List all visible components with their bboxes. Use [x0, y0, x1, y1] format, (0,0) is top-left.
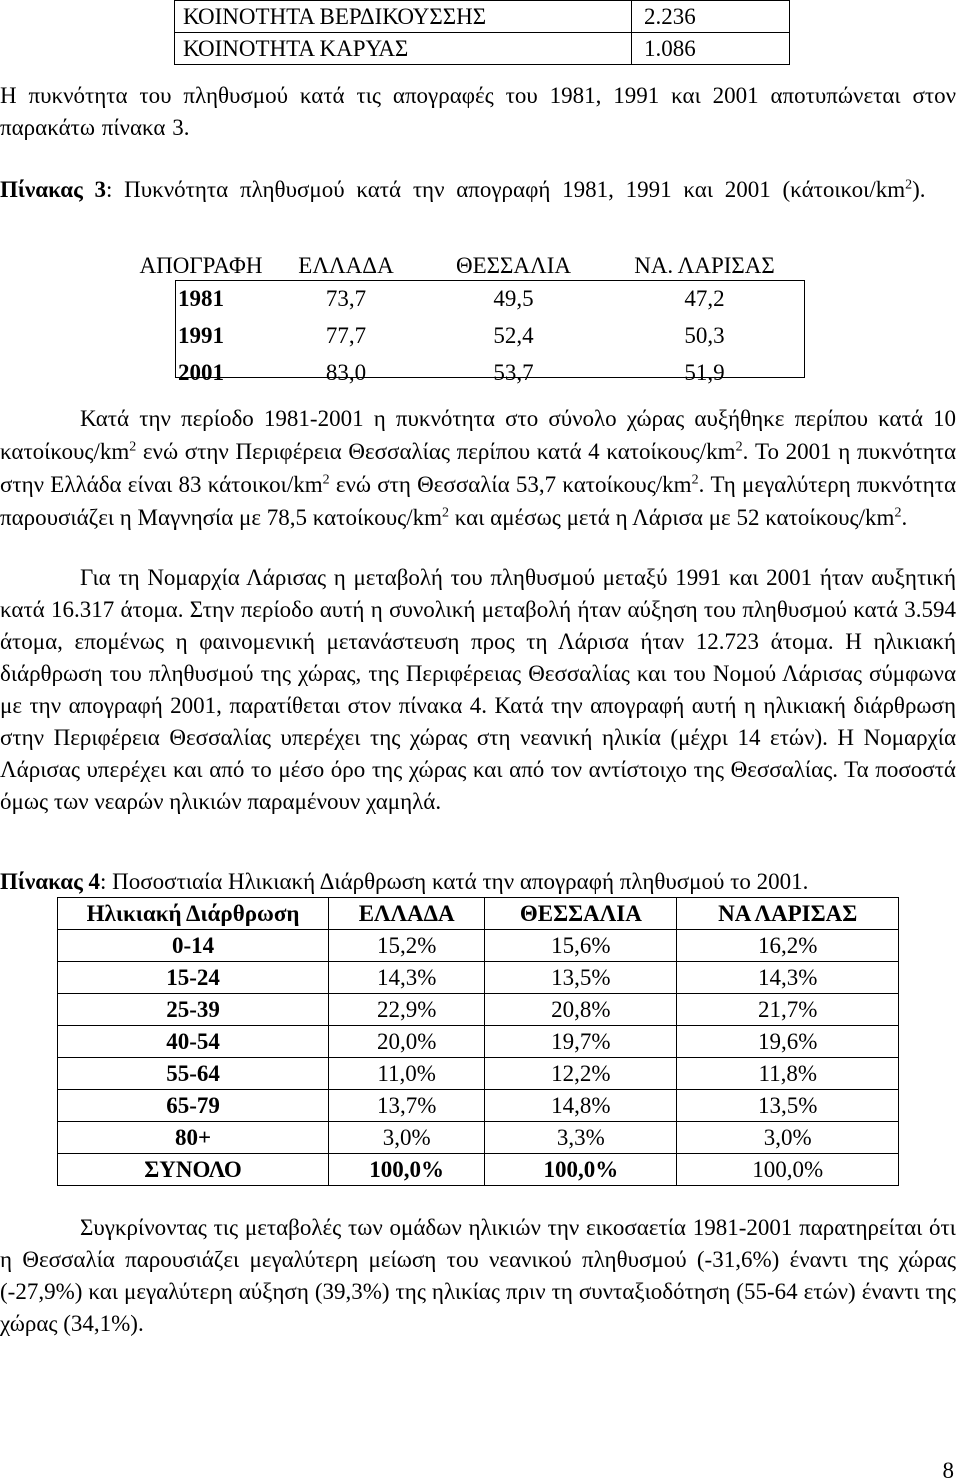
community-name: ΚΟΙΝΟΤΗΤΑ ΚΑΡΥΑΣ: [175, 33, 632, 65]
table-row: [58, 1026, 899, 1058]
table-cell: 13,5%: [677, 1090, 899, 1122]
para1-text: . Τη μεγαλύτερη πυκνότητα παρουσιάζει η Μαγνησία με 78,5 κατοίκους/km: [0, 472, 956, 530]
table-header: ΑΠΟΓΡΑΦΗ: [139, 253, 263, 278]
table-cell: 83,0: [325, 360, 367, 385]
table-row: [131, 317, 803, 354]
table-row: [58, 1154, 899, 1186]
table-cell: 40-54: [58, 1026, 329, 1058]
table-cell: 3,0%: [677, 1122, 899, 1154]
table-cell: 50,3: [684, 323, 725, 348]
table-cell: 22,9%: [329, 994, 485, 1026]
table-cell: 1981: [178, 286, 224, 311]
community-value: 1.086: [631, 33, 789, 65]
table-cell: 14,8%: [485, 1090, 677, 1122]
table-cell: 15-24: [58, 962, 329, 994]
table3-caption-label: Πίνακας 3: [0, 177, 107, 202]
table-row: [58, 1122, 899, 1154]
table-cell: 55-64: [58, 1058, 329, 1090]
page-number: 8: [942, 1458, 954, 1483]
table-cell: 13,7%: [329, 1090, 485, 1122]
table-cell: 100,0%: [329, 1154, 485, 1186]
table-row: [175, 33, 790, 65]
community-value: 2.236: [631, 1, 789, 33]
table4-caption-text: : Ποσοστιαία Ηλικιακή Διάρθρωση κατά την απογραφή πληθυσμού το 2001.: [100, 869, 809, 894]
superscript: 2: [322, 472, 330, 488]
age-structure-table: [57, 897, 899, 1186]
table3-caption-text: : Πυκνότητα πληθυσμού κατά την απογραφή 1981, 1991 και 2001 (κάτοικοι/km: [106, 177, 906, 202]
table-cell: 19,7%: [485, 1026, 677, 1058]
table-cell: 25-39: [58, 994, 329, 1026]
table-cell: 19,6%: [677, 1026, 899, 1058]
table-row: [58, 1058, 899, 1090]
table-cell: 20,8%: [485, 994, 677, 1026]
table-cell: 11,0%: [329, 1058, 485, 1090]
density-paragraph: [0, 402, 956, 534]
table-cell: 49,5: [493, 286, 534, 311]
superscript: 2: [129, 439, 137, 455]
table-cell: 3,3%: [485, 1122, 677, 1154]
table-row: [58, 930, 899, 962]
para1-text: .: [901, 505, 908, 530]
table-row: [58, 962, 899, 994]
table-cell: 0-14: [58, 930, 329, 962]
table-cell: 13,5%: [485, 962, 677, 994]
table-header: ΘΕΣΣΑΛΙΑ: [456, 253, 571, 278]
table-header-row: [58, 898, 899, 930]
table-header-row: [131, 252, 803, 280]
table-cell: 65-79: [58, 1090, 329, 1122]
table3-caption-sup: 2: [905, 177, 913, 193]
table-cell: 100,0%: [677, 1154, 899, 1186]
table-cell: 73,7: [325, 286, 367, 311]
para1-text: Κατά την περίοδο 1981-2001 η πυκνότητα στο σύνολο χώρας αυξήθηκε περίπου κατά 10 κατοίκους/km: [0, 406, 956, 464]
table-row: [58, 1090, 899, 1122]
table-cell: ΣΥΝΟΛΟ: [58, 1154, 329, 1186]
table3-caption: [0, 174, 955, 206]
table-header: Ηλικιακή Διάρθρωση: [58, 898, 329, 930]
table-cell: 14,3%: [329, 962, 485, 994]
table3-caption-end: ).: [912, 177, 926, 202]
table-cell: 15,2%: [329, 930, 485, 962]
communities-table: [174, 0, 790, 65]
table-cell: 80+: [58, 1122, 329, 1154]
intro-paragraph: Η πυκνότητα του πληθυσμού κατά τις απογραφές του 1981, 1991 και 2001 αποτυπώνεται στον παρακάτω πίνακα 3.: [0, 83, 956, 140]
table-cell: 14,3%: [677, 962, 899, 994]
table-cell: 12,2%: [485, 1058, 677, 1090]
table-cell: 2001: [178, 360, 224, 385]
superscript: 2: [691, 472, 699, 488]
table-cell: 51,9: [684, 360, 725, 385]
table-cell: 21,7%: [677, 994, 899, 1026]
table-row: [131, 354, 803, 391]
density-table: [131, 252, 803, 391]
table4-caption: [0, 866, 956, 898]
larisa-paragraph: Για τη Νομαρχία Λάρισας η μεταβολή του πληθυσμού μεταξύ 1991 και 2001 ήταν αυξητική κατά 16.317 άτομα. Στην περίοδο αυτή η συνολική μεταβολή ήταν αύξηση του πληθυσμού κατά 3.594 άτομα, επομένως η φαινομενική μετανάστευση προς τη Λάρισα ήταν 12.723 άτομα. Η ηλικιακή διάρθρωση του πληθυσμού της χώρας, της Περιφέρειας Θεσσαλίας και του Νομού Λάρισας σύμφωνα με την απογραφή 2001, παρατίθεται στον πίνακα 4. Κατά την απογραφή αυτή η ηλικιακή διάρθρωση στην Περιφέρεια Θεσσαλίας υπερέχει της χώρας στη νεανική ηλικία (μέχρι 14 ετών). Η Νομαρχία Λάρισας υπερέχει και από το μέσο όρο της χώρας και από τον αντίστοιχο της Θεσσαλίας. Τα ποσοστά όμως των νεαρών ηλικιών παραμένουν χαμηλά.: [0, 565, 956, 814]
para1-text: ενώ στην Περιφέρεια Θεσσαλίας περίπου κατά 4 κατοίκους/km: [136, 439, 736, 464]
table-cell: 3,0%: [329, 1122, 485, 1154]
table-cell: 20,0%: [329, 1026, 485, 1058]
table-row: [175, 1, 790, 33]
para1-text: και αμέσως μετά η Λάρισα με 52 κατοίκους/km: [449, 505, 895, 530]
table-cell: 1991: [178, 323, 224, 348]
community-name: ΚΟΙΝΟΤΗΤΑ ΒΕΡΔΙΚΟΥΣΣΗΣ: [175, 1, 632, 33]
table4-caption-label: Πίνακας 4: [0, 869, 101, 894]
superscript: 2: [894, 505, 902, 521]
table-cell: 52,4: [493, 323, 534, 348]
table-cell: 47,2: [684, 286, 725, 311]
para1-text: . Το 2001 η πυκνότητα στην Ελλάδα είναι 83 κάτοικοι/km: [0, 439, 957, 497]
table-header: ΝΑ. ΛΑΡΙΣΑΣ: [634, 253, 775, 278]
table-cell: 15,6%: [485, 930, 677, 962]
superscript: 2: [442, 505, 450, 521]
table-header: ΕΛΛΑΔΑ: [329, 898, 485, 930]
table-cell: 11,8%: [677, 1058, 899, 1090]
table-row: [131, 280, 803, 317]
comparison-paragraph: Συγκρίνοντας τις μεταβολές των ομάδων ηλικιών την εικοσαετία 1981-2001 παρατηρείται ότι η Θεσσαλία παρουσιάζει μεγαλύτερη μείωση του νεανικού πληθυσμού (-31,6%) έναντι της χώρας (-27,9%) και μεγαλύτερη αύξηση (39,3%) της ηλικίας πριν τη συνταξιοδότηση (55-64 ετών) έναντι της χώρας (34,1%).: [0, 1215, 956, 1336]
para1-text: ενώ στη Θεσσαλία 53,7 κατοίκους/km: [329, 472, 692, 497]
table-cell: 100,0%: [485, 1154, 677, 1186]
table-cell: 77,7: [325, 323, 367, 348]
table-header: ΘΕΣΣΑΛΙΑ: [485, 898, 677, 930]
superscript: 2: [735, 439, 743, 455]
table-cell: 16,2%: [677, 930, 899, 962]
table-header: ΝΑ ΛΑΡΙΣΑΣ: [677, 898, 899, 930]
table-cell: 53,7: [493, 360, 534, 385]
table-row: [58, 994, 899, 1026]
table-header: ΕΛΛΑΔΑ: [298, 253, 394, 278]
